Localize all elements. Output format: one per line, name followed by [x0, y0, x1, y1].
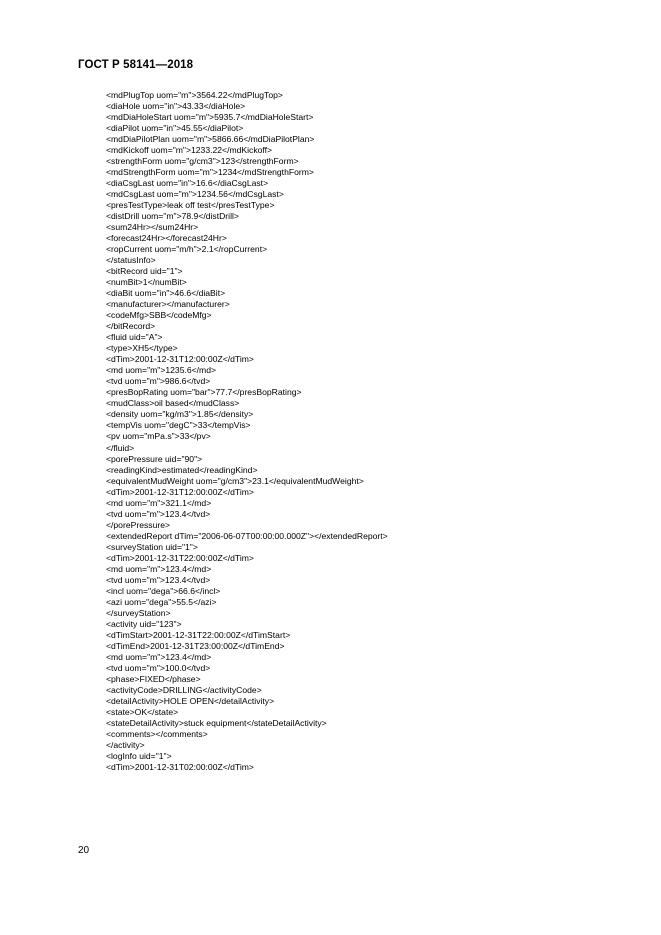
code-line: <diaCsgLast uom="in">16.6</diaCsgLast>	[106, 178, 269, 189]
xml-code-listing	[106, 90, 388, 773]
code-line: <distDrill uom="m">78.9</distDrill>	[106, 211, 239, 222]
code-line: <dTim>2001-12-31T22:00:00Z</dTim>	[106, 552, 254, 563]
standard-header: ГОСТ Р 58141—2018	[78, 59, 194, 71]
code-line: <incl uom="dega">66.6</incl>	[106, 585, 221, 596]
code-line: <phase>FIXED</phase>	[106, 673, 201, 684]
code-line: <sum24Hr></sum24Hr>	[106, 222, 199, 233]
code-line: <mdKickoff uom="m">1233.22</mdKickoff>	[106, 145, 273, 156]
code-line: <mdPlugTop uom="m">3564.22</mdPlugTop>	[106, 90, 283, 100]
code-line: <forecast24Hr></forecast24Hr>	[106, 233, 227, 244]
code-line: <readingKind>estimated</readingKind>	[106, 464, 258, 475]
code-line: <presTestType>leak off test</presTestType>	[106, 200, 275, 211]
code-line: </activity>	[106, 739, 145, 750]
code-line: <dTim>2001-12-31T12:00:00Z</dTim>	[106, 486, 254, 497]
code-line: <mudClass>oil based</mudClass>	[106, 398, 240, 409]
code-line: <strengthForm uom="g/cm3">123</strengthForm>	[106, 156, 299, 167]
code-line: <state>OK</state>	[106, 706, 179, 717]
code-line: <comments></comments>	[106, 728, 208, 739]
code-line: <activityCode>DRILLING</activityCode>	[106, 684, 262, 695]
code-line: <bitRecord uid="1">	[106, 266, 183, 277]
code-line: </bitRecord>	[106, 321, 156, 332]
code-line: </surveyStation>	[106, 607, 171, 618]
code-line: <equivalentMudWeight uom="g/cm3">23.1</equivalentMudWeight>	[106, 475, 364, 486]
code-line: <tempVis uom="degC">33</tempVis>	[106, 420, 251, 431]
code-line: <stateDetailActivity>stuck equipment</stateDetailActivity>	[106, 717, 327, 728]
code-line: <numBit>1</numBit>	[106, 277, 187, 288]
code-line: <mdDiaPilotPlan uom="m">5866.66</mdDiaPilotPlan>	[106, 134, 315, 145]
code-line: <porePressure uid="90">	[106, 453, 203, 464]
code-line: </statusInfo>	[106, 255, 156, 266]
page-number: 20	[78, 845, 90, 856]
code-line: <diaBit uom="in">46.6</diaBit>	[106, 288, 226, 299]
code-line: <tvd uom="m">123.4</tvd>	[106, 574, 211, 585]
code-line: <md uom="m">123.4</md>	[106, 651, 212, 662]
code-line: <md uom="m">1235.6</md>	[106, 365, 217, 376]
code-line: <md uom="m">321.1</md>	[106, 497, 212, 508]
code-line: <mdCsgLast uom="m">1234.56</mdCsgLast>	[106, 189, 284, 200]
code-line: <presBopRating uom="bar">77.7</presBopRating>	[106, 387, 302, 398]
code-line: <md uom="m">123.4</md>	[106, 563, 212, 574]
code-line: <type>XH5</type>	[106, 343, 178, 354]
code-line: <dTim>2001-12-31T02:00:00Z</dTim>	[106, 761, 254, 772]
code-line: <diaHole uom="in">43.33</diaHole>	[106, 101, 246, 112]
code-line: <ropCurrent uom="m/h">2.1</ropCurrent>	[106, 244, 268, 255]
code-line: <azi uom="dega">55.5</azi>	[106, 596, 217, 607]
code-line: <dTimStart>2001-12-31T22:00:00Z</dTimStart>	[106, 629, 291, 640]
code-line: <extendedReport dTim="2006-06-07T00:00:00.000Z"></extendedReport>	[106, 530, 388, 541]
code-line: <detailActivity>HOLE OPEN</detailActivity>	[106, 695, 275, 706]
code-line: <density uom="kg/m3">1.85</density>	[106, 409, 254, 420]
code-line: <activity uid="123">	[106, 618, 182, 629]
code-line: <diaPilot uom="in">45.55</diaPilot>	[106, 123, 244, 134]
code-line: <tvd uom="m">123.4</tvd>	[106, 508, 211, 519]
code-line: <mdDiaHoleStart uom="m">5935.7</mdDiaHoleStart>	[106, 112, 314, 123]
code-line: <surveyStation uid="1">	[106, 541, 198, 552]
code-line: <logInfo uid="1">	[106, 750, 172, 761]
code-line: <tvd uom="m">986.6</tvd>	[106, 376, 211, 387]
code-line: <codeMfg>SBB</codeMfg>	[106, 310, 212, 321]
code-line: <dTim>2001-12-31T12:00:00Z</dTim>	[106, 354, 254, 365]
code-line: </porePressure>	[106, 519, 171, 530]
code-line: <pv uom="mPa.s">33</pv>	[106, 431, 211, 442]
code-line: <tvd uom="m">100.0</tvd>	[106, 662, 211, 673]
code-line: <dTimEnd>2001-12-31T23:00:00Z</dTimEnd>	[106, 640, 285, 651]
code-line: <manufacturer></manufacturer>	[106, 299, 230, 310]
code-line: </fluid>	[106, 442, 135, 453]
code-line: <fluid uid="A">	[106, 332, 163, 343]
code-line: <mdStrengthForm uom="m">1234</mdStrengthForm>	[106, 167, 314, 178]
